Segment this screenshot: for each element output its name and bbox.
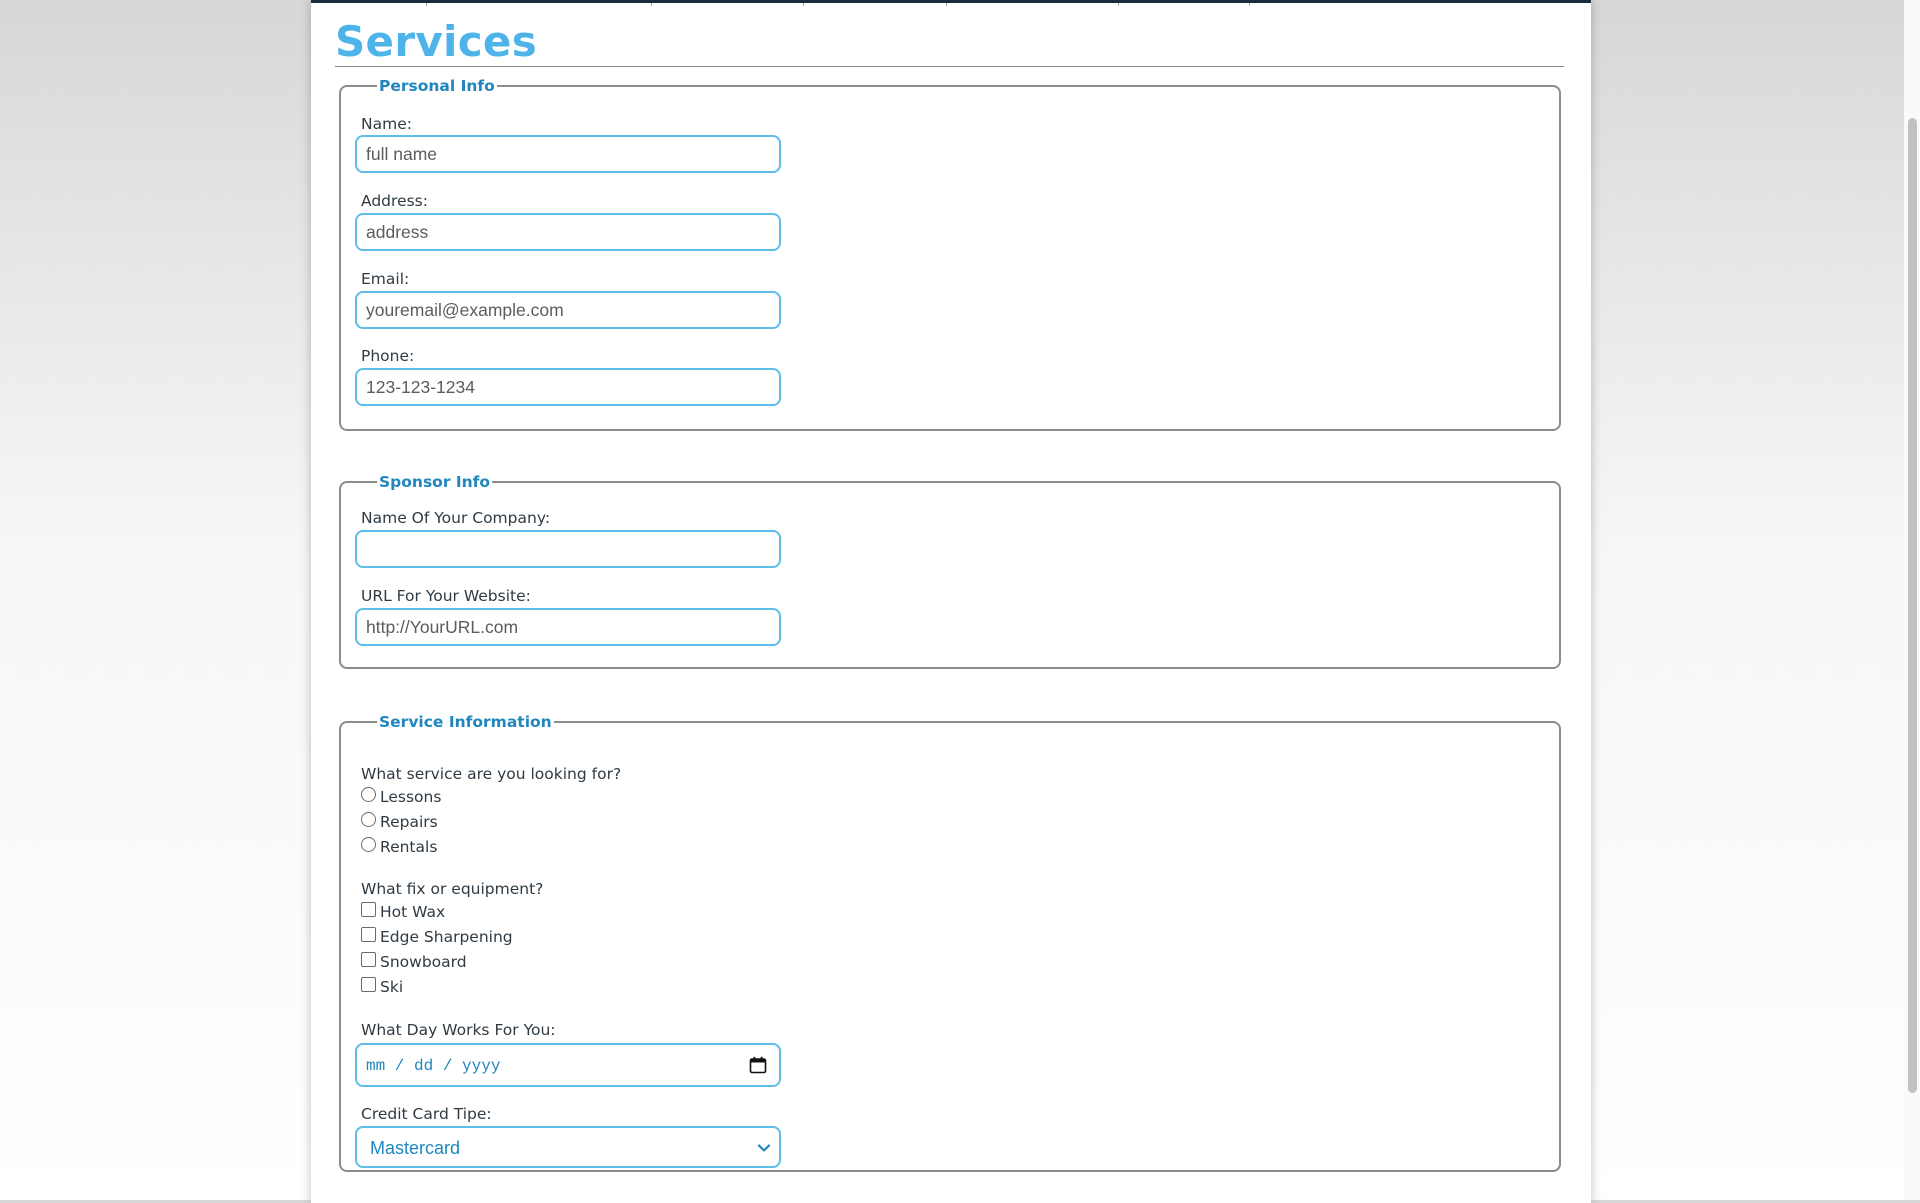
nav-divider — [946, 3, 947, 6]
radio-label: Repairs — [380, 813, 438, 831]
card-type-label: Credit Card Tipe: — [361, 1105, 492, 1123]
main-page — [311, 0, 1591, 1203]
day-label: What Day Works For You: — [361, 1021, 556, 1039]
checkbox-label: Ski — [380, 978, 404, 996]
equipment-question-label: What fix or equipment? — [361, 880, 544, 898]
sponsor-info-legend: Sponsor Info — [379, 473, 491, 491]
sponsor-info-fieldset — [339, 473, 1561, 669]
nav-divider — [426, 3, 427, 6]
website-url-input[interactable] — [355, 608, 781, 646]
chevron-down-icon[interactable] — [757, 1141, 771, 1155]
title-divider — [335, 66, 1564, 67]
address-input[interactable] — [355, 213, 781, 251]
checkbox-label: Edge Sharpening — [380, 928, 513, 946]
checkbox[interactable] — [361, 952, 376, 967]
email-label: Email: — [361, 270, 410, 288]
address-label: Address: — [361, 192, 428, 210]
nav-bar-edge — [311, 3, 1591, 6]
radio-option-rentals[interactable] — [361, 837, 437, 857]
email-input[interactable] — [355, 291, 781, 329]
radio-button[interactable] — [361, 837, 376, 852]
radio-option-repairs[interactable] — [361, 812, 438, 832]
service-info-legend: Service Information — [379, 713, 552, 731]
personal-info-legend: Personal Info — [379, 77, 495, 95]
nav-divider — [651, 3, 652, 6]
phone-label: Phone: — [361, 347, 415, 365]
radio-button[interactable] — [361, 812, 376, 827]
checkbox[interactable] — [361, 902, 376, 917]
personal-info-fieldset — [339, 77, 1561, 431]
company-name-label: Name Of Your Company: — [361, 509, 551, 527]
checkbox[interactable] — [361, 977, 376, 992]
service-info-fieldset — [339, 713, 1561, 1172]
scrollbar-thumb[interactable] — [1908, 118, 1917, 1093]
radio-button[interactable] — [361, 787, 376, 802]
checkbox-option-hot-wax[interactable] — [361, 902, 445, 922]
page-title: Services — [335, 17, 538, 66]
checkbox-option-ski[interactable] — [361, 977, 403, 997]
date-input[interactable] — [355, 1043, 781, 1087]
calendar-icon[interactable] — [749, 1056, 767, 1074]
card-type-select[interactable] — [355, 1126, 781, 1168]
service-question-label: What service are you looking for? — [361, 765, 622, 783]
radio-option-lessons[interactable] — [361, 787, 441, 807]
page-scrollbar[interactable] — [1904, 0, 1920, 1200]
company-name-input[interactable] — [355, 530, 781, 568]
radio-label: Lessons — [380, 788, 442, 806]
name-input[interactable] — [355, 135, 781, 173]
name-label: Name: — [361, 115, 412, 133]
date-placeholder: mm / dd / yyyy — [366, 1057, 501, 1075]
checkbox-label: Snowboard — [380, 953, 467, 971]
nav-divider — [803, 3, 804, 6]
phone-input[interactable] — [355, 368, 781, 406]
radio-label: Rentals — [380, 838, 438, 856]
checkbox-option-edge-sharpening[interactable] — [361, 927, 513, 947]
checkbox[interactable] — [361, 927, 376, 942]
checkbox-option-snowboard[interactable] — [361, 952, 467, 972]
checkbox-label: Hot Wax — [380, 903, 446, 921]
nav-divider — [1118, 3, 1119, 6]
nav-divider — [1249, 3, 1250, 6]
card-type-selected: Mastercard — [370, 1138, 461, 1158]
website-url-label: URL For Your Website: — [361, 587, 531, 605]
